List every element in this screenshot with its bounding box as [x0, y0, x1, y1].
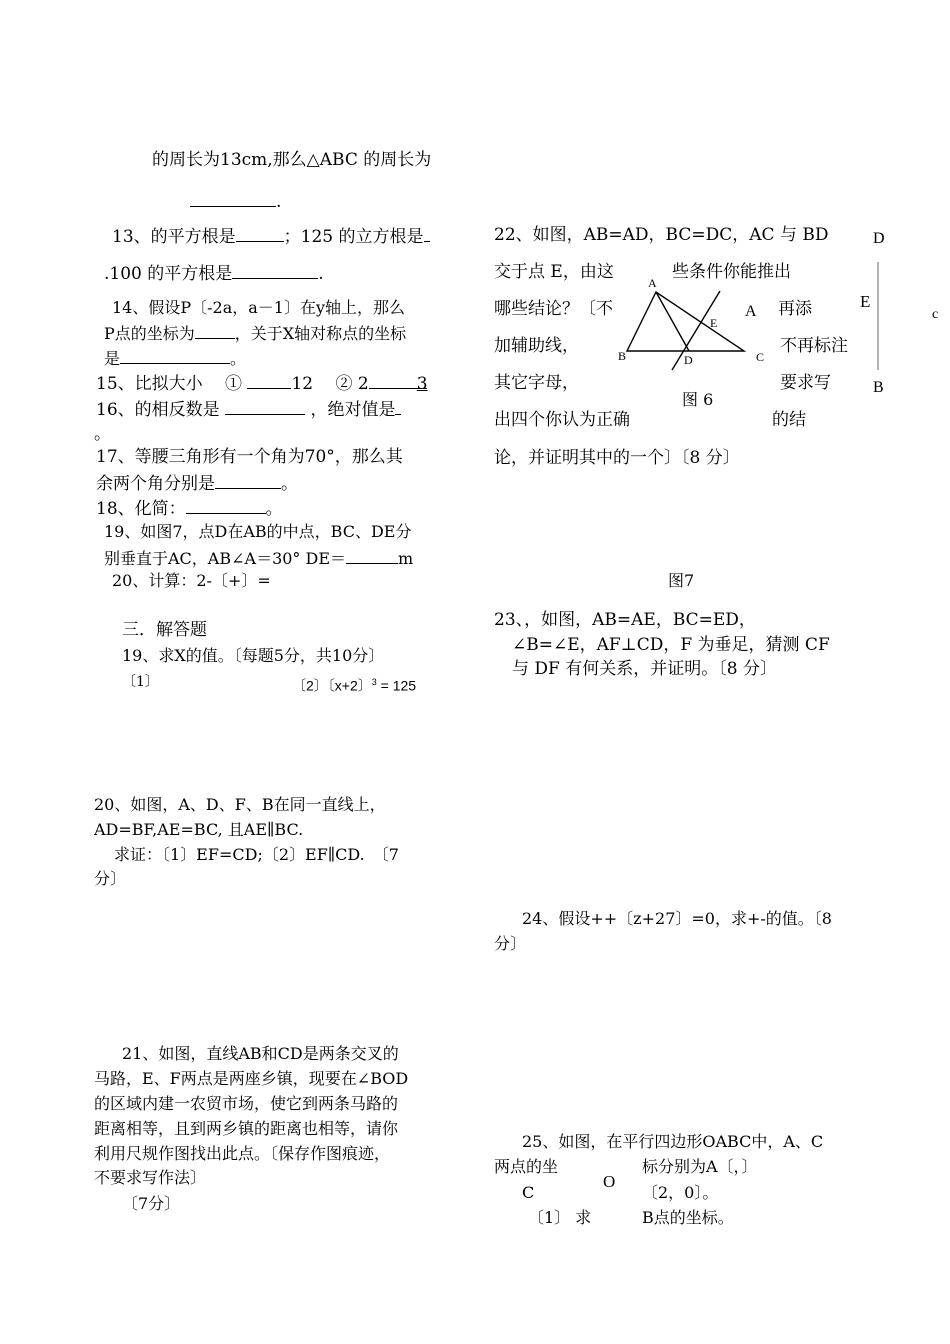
- triangle-abc: [627, 292, 744, 351]
- text-fragment: 。: [265, 499, 283, 519]
- label-b: B: [618, 349, 627, 363]
- solve-21-cont: 〔7分〕: [122, 1194, 181, 1213]
- question-25-cont: 标分别为A〔，〕: [642, 1157, 758, 1176]
- question-22: 22、如图，AB=AD，BC=DC，AC 与 BD: [494, 225, 829, 245]
- question-22-cont: 要求写: [780, 373, 831, 393]
- margin-label-e: E: [860, 292, 871, 311]
- question-22-cont: 哪些结论？〔不: [494, 299, 613, 319]
- solve-21-cont: 利用尺规作图找出此点。〔保存作图痕迹，: [94, 1144, 391, 1163]
- text-fragment: P点的坐标为: [104, 324, 195, 343]
- label-c: C: [756, 350, 765, 364]
- text-fragment: 〔2〕〔x+2〕: [292, 677, 372, 694]
- question-25: 25、如图，在平行四边形OABC中，A、C: [522, 1132, 824, 1151]
- text-fragment: 15、比拟大小: [96, 374, 203, 394]
- question-24-cont: 分〕: [494, 934, 527, 953]
- text-fragment: ①: [225, 374, 243, 394]
- question-22-cont: 加辅助线，: [494, 336, 579, 356]
- text-fragment: 2: [357, 374, 369, 394]
- question-22-cont: 交于点 E，由这: [494, 262, 614, 282]
- text-fragment: ②: [335, 374, 353, 394]
- question-22-cont: 其它字母，: [494, 373, 579, 393]
- figure-caption: 图7: [668, 571, 695, 590]
- solve-19-part1: 〔1〕: [122, 674, 159, 690]
- question-17: 17、等腰三角形有一个角为70°，那么其: [96, 447, 403, 467]
- solve-21: 21、如图，直线AB和CD是两条交叉的: [122, 1044, 399, 1063]
- solve-21-cont: 不要求写作法〕: [94, 1168, 207, 1187]
- text-fragment: ，关于X轴对称点的坐标: [234, 324, 407, 343]
- margin-label-b: B: [873, 379, 884, 396]
- margin-label-d: D: [873, 230, 885, 247]
- figure-caption: 图 6: [682, 390, 714, 409]
- question-25-cont: 〔2，0〕。: [642, 1183, 719, 1202]
- question-25-cont: C: [522, 1183, 535, 1202]
- question-25-cont: 〔1〕 求: [528, 1208, 592, 1227]
- solve-20: 20、如图，A、D、F、B在同一直线上，: [94, 795, 386, 814]
- question-22-cont: 些条件你能推出: [672, 262, 791, 282]
- question-22-cont: 出四个你认为正确: [494, 410, 630, 430]
- text-fragment: m: [398, 549, 414, 568]
- solve-21-cont: 距离相等，且到两乡镇的距离也相等，请你: [94, 1119, 399, 1138]
- text-fragment: .100 的平方根是: [104, 264, 233, 284]
- margin-label-a: A: [745, 303, 757, 320]
- solve-20-cont: 分〕: [94, 869, 127, 888]
- text-fragment: 13、的平方根是: [112, 227, 236, 247]
- exponent: 3: [371, 677, 377, 687]
- text-fragment: 是: [104, 349, 121, 368]
- text-fragment: 余两个角分别是: [96, 474, 215, 494]
- text-fragment: 3: [416, 374, 428, 394]
- text-fragment: 12: [291, 374, 314, 394]
- label-a: A: [648, 276, 657, 290]
- solve-21-cont: 的区域内建一农贸市场，使它到两条马路的: [94, 1094, 399, 1113]
- solve-21-cont: 马路，E、F两点是两座乡镇，现要在∠BOD: [94, 1069, 409, 1088]
- text-fragment: 18、化简：: [96, 499, 186, 519]
- solve-20-cont: 求证：〔1〕EF=CD;〔2〕EF∥CD. 〔7: [114, 845, 399, 864]
- question-23-cont: 与 DF 有何关系，并证明。〔8 分〕: [512, 659, 777, 679]
- question-19: 19、如图7，点D在AB的中点，BC、DE分: [104, 522, 412, 541]
- question-22-cont: 不再标注: [780, 336, 848, 356]
- solve-20-cont: AD=BF,AE=BC, 且AE∥BC.: [94, 820, 304, 839]
- text-fragment: .: [276, 192, 282, 212]
- segment-ad: [656, 292, 689, 351]
- text-fragment: .: [318, 264, 324, 284]
- question-14: 14、假设P〔-2a，a－1〕在y轴上，那么: [112, 298, 406, 317]
- question-22-cont: 的结: [772, 410, 806, 430]
- text-fragment: = 125: [376, 677, 417, 694]
- solve-19: 19、求X的值。〔每题5分，共10分〕: [122, 646, 385, 665]
- question-20: 20、计算：2-〔+〕=: [112, 571, 271, 590]
- text-fragment: ；125 的立方根是: [283, 227, 424, 247]
- text-fragment: 别垂直于AC，AB∠A＝30° DE＝: [104, 549, 347, 568]
- label-e: E: [710, 316, 718, 330]
- section-heading: 三．解答题: [122, 620, 207, 640]
- text-fragment: 。: [94, 424, 111, 444]
- question-23-cont: ∠B=∠E，AF⊥CD，F 为垂足，猜测 CF: [512, 635, 830, 655]
- text-fragment: 。: [230, 349, 247, 368]
- text-fragment: 16、的相反数是: [96, 400, 220, 420]
- margin-label-c: c: [932, 307, 939, 322]
- text-line: 的周长为13cm,那么△ABC 的周长为: [152, 150, 432, 170]
- question-22-cont: 再添: [778, 299, 812, 319]
- question-23: 23、，如图，AB=AE，BC=ED，: [494, 610, 756, 630]
- label-o: O: [603, 1172, 616, 1191]
- text-fragment: ，绝对值是: [310, 400, 396, 420]
- question-22-cont: 论，并证明其中的一个〕〔8 分〕: [494, 448, 740, 468]
- label-d: D: [684, 353, 693, 367]
- question-24: 24、假设++〔z+27〕=0，求+-的值。〔8: [522, 909, 832, 928]
- text-fragment: 。: [281, 474, 298, 494]
- question-25-cont: B点的坐标。: [642, 1208, 734, 1227]
- question-25-cont: 两点的坐: [494, 1157, 559, 1176]
